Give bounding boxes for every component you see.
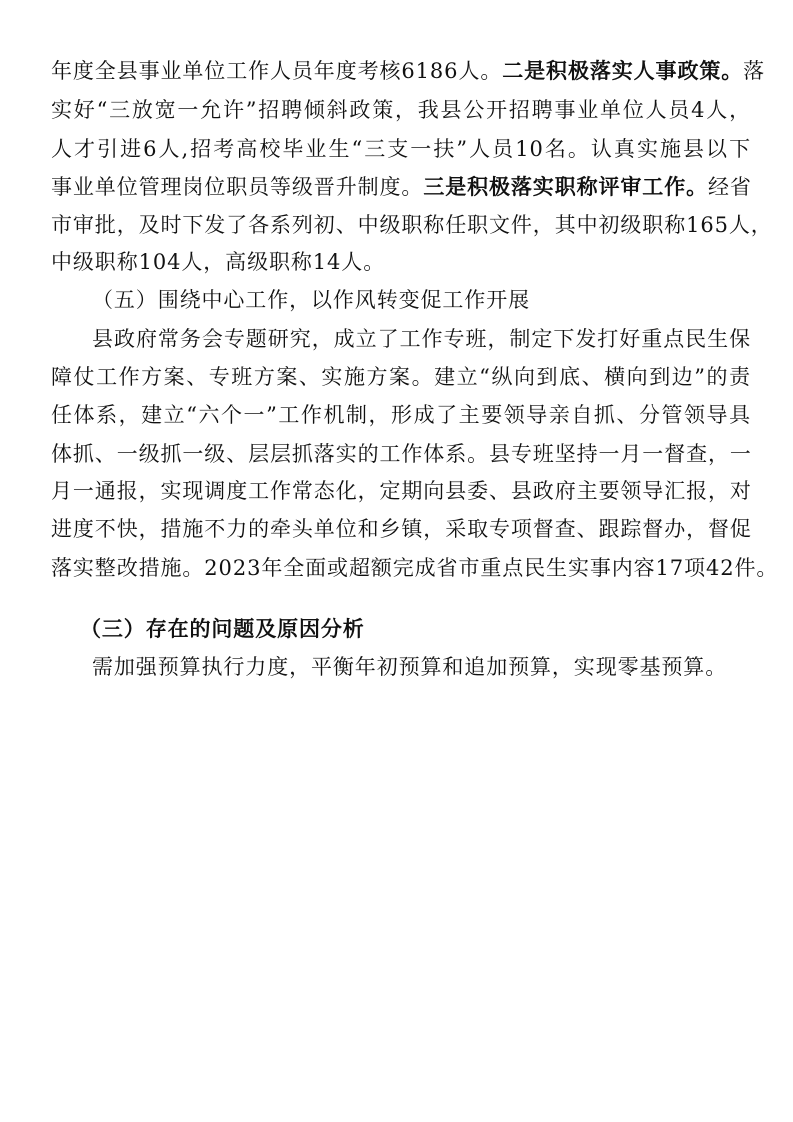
paragraph-line: 任体系，建立“六个一”工作机制，形成了主要领导亲自抓、分管领导具	[51, 403, 751, 427]
paragraph-line: 月一通报，实现调度工作常态化，定期向县委、县政府主要领导汇报，对	[51, 479, 752, 503]
paragraph-line: 中级职称104人，高级职称14人。	[51, 250, 386, 274]
body-text: 经省	[708, 175, 752, 199]
body-text: 落	[743, 59, 766, 83]
paragraph-line: 县政府常务会专题研究，成立了工作专班，制定下发打好重点民生保	[92, 327, 751, 351]
section-heading: （五）围绕中心工作，以作风转变促工作开展	[92, 288, 530, 312]
paragraph-line: 障仗工作方案、专班方案、实施方案。建立“纵向到底、横向到边”的责	[51, 365, 751, 389]
paragraph-line: 需加强预算执行力度，平衡年初预算和追加预算，实现零基预算。	[92, 655, 728, 679]
bold-key-point: 二是积极落实人事政策。	[502, 58, 744, 83]
paragraph-line	[51, 169, 751, 205]
paragraph-line: 落实整改措施。2023年全面或超额完成省市重点民生实事内容17项42件。	[51, 556, 779, 580]
paragraph-line: 人才引进6人,招考高校毕业生“三支一扶”人员10名。认真实施县以下	[51, 137, 751, 161]
paragraph-line: 市审批，及时下发了各系列初、中级职称任职文件，其中初级职称165人，	[51, 213, 773, 237]
bold-key-point: 三是积极落实职称评审工作。	[423, 174, 709, 199]
body-text: 年度全县事业单位工作人员年度考核6186人。	[51, 59, 503, 83]
section-heading: （三）存在的问题及原因分析	[80, 616, 365, 641]
body-text: 事业单位管理岗位职员等级晋升制度。	[51, 175, 424, 199]
paragraph-line: 进度不快，措施不力的牵头单位和乡镇，采取专项督查、跟踪督办，督促	[51, 517, 752, 541]
paragraph-line	[51, 53, 766, 89]
paragraph-line: 实好“三放宽一允许”招聘倾斜政策，我县公开招聘事业单位人员4人，	[51, 98, 751, 122]
paragraph-line: 体抓、一级抓一级、层层抓落实的工作体系。县专班坚持一月一督查，一	[51, 442, 752, 466]
